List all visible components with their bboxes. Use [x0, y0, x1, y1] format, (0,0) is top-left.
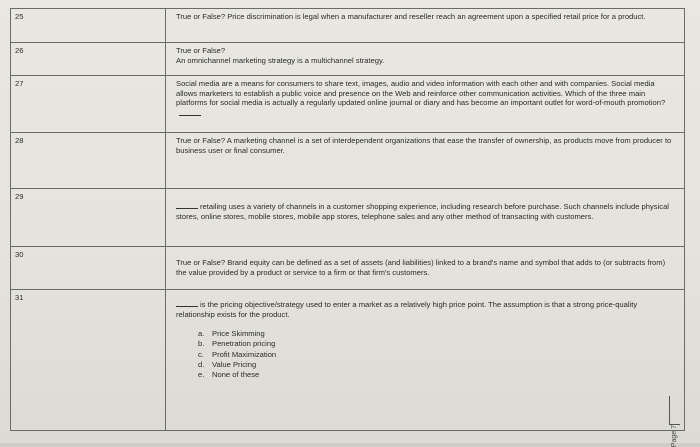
option-label: Value Pricing — [212, 359, 257, 369]
question-text: True or False? Brand equity can be defined as a set of assets (and liabilities) linked to a brand's name and symbol that adds to (or subtracts from) the value provided by a product or service to a firm or that firm's customers. — [166, 247, 685, 290]
question-number: 26 — [11, 43, 166, 76]
table-row — [11, 247, 685, 290]
page-corner-mark — [669, 396, 680, 425]
question-table — [10, 8, 685, 431]
option-item[interactable] — [198, 370, 676, 380]
answer-options — [198, 329, 676, 380]
option-letter: e. — [198, 370, 205, 379]
option-item[interactable] — [198, 329, 676, 339]
option-label: Profit Maximization — [212, 349, 277, 359]
question-cell — [166, 290, 685, 431]
question-text: Social media are a means for consumers to share text, images, audio and video information with each other and with companies. Social media allows marketers to establish a public voice and presence on the Web and reinforce other communication activities. Which of the three main platforms for social media is actually a regularly updated online journal or diary and has become an important outlet for word-of-mouth promotion? — [176, 79, 666, 108]
question-text: is the pricing objective/strategy used to enter a market as a relatively high price point. The assumption is that a strong price-quality relationship exists for the product. — [176, 300, 638, 319]
table-row — [11, 133, 685, 189]
question-number: 27 — [11, 76, 166, 133]
option-letter: a. — [198, 329, 205, 339]
question-cell — [166, 189, 685, 247]
question-text: True or False? A marketing channel is a set of interdependent organizations that ease the transfer of ownership, as products move from producer to business user or final consumer. — [166, 133, 685, 189]
question-text — [166, 43, 685, 76]
option-label: Price Skimming — [212, 329, 265, 339]
question-number: 28 — [11, 133, 166, 189]
answer-blank[interactable] — [176, 201, 198, 209]
question-line: True or False? — [176, 46, 226, 55]
question-line: An omnichannel marketing strategy is a multichannel strategy. — [176, 55, 385, 65]
question-cell — [166, 76, 685, 133]
question-number: 31 — [11, 290, 166, 431]
question-number: 25 — [11, 9, 166, 43]
page-number: Page 7 — [671, 425, 678, 447]
question-number: 29 — [11, 189, 166, 247]
option-label: None of these — [212, 370, 260, 379]
table-row — [11, 189, 685, 247]
option-item[interactable] — [198, 360, 676, 370]
option-letter: d. — [198, 359, 205, 369]
table-row — [11, 76, 685, 133]
question-stem — [176, 299, 676, 319]
answer-blank[interactable] — [179, 108, 201, 116]
option-label: Penetration pricing — [212, 339, 276, 349]
question-text: True or False? Price discrimination is legal when a manufacturer and reseller reach an agreement upon a specified retail price for a product. — [166, 9, 685, 43]
table-row — [11, 43, 685, 76]
question-number: 30 — [11, 247, 166, 290]
option-item[interactable] — [198, 339, 676, 349]
option-letter: c. — [198, 349, 204, 359]
option-letter: b. — [198, 339, 205, 349]
table-row — [11, 290, 685, 431]
option-item[interactable] — [198, 350, 676, 360]
question-text: retailing uses a variety of channels in a customer shopping experience, including research before purchase. Such channels include physical stores, online stores, mobile stores, mobile app stores, telephone sales and any other method of transacting with customers. — [176, 202, 669, 221]
table-row — [11, 9, 685, 43]
answer-blank[interactable] — [176, 299, 198, 307]
